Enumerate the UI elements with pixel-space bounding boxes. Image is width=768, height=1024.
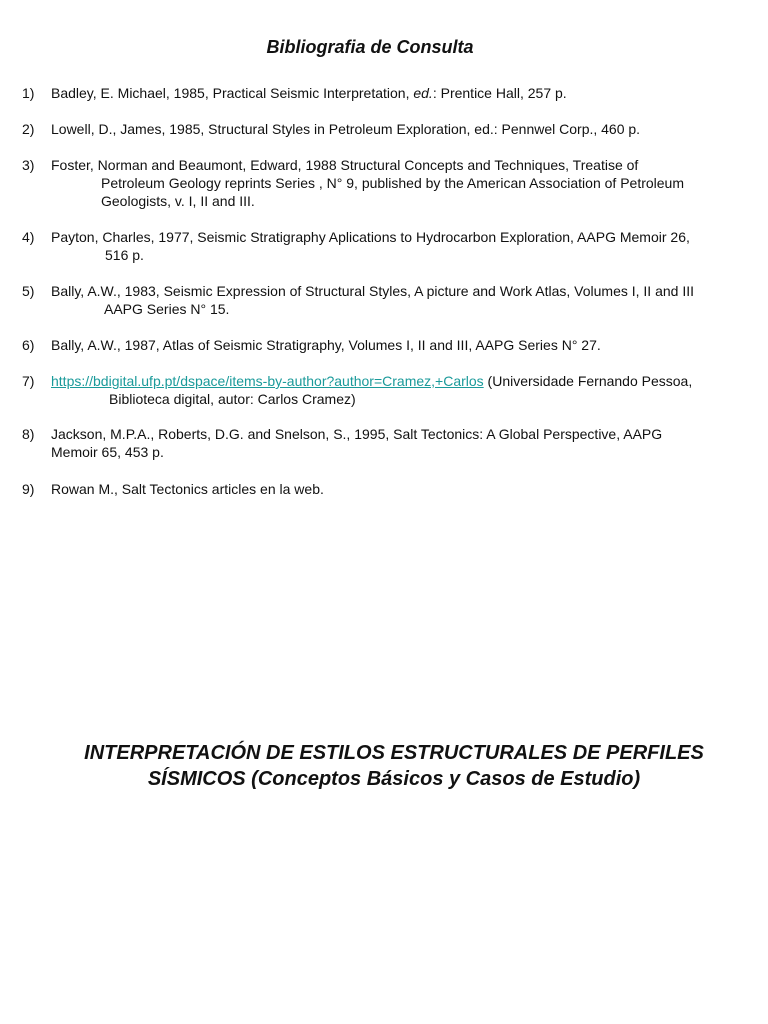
page-title: Bibliografia de Consulta (266, 37, 474, 57)
reference-line: 516 p. (105, 247, 144, 263)
reference-text (51, 282, 751, 318)
reference-italic-part: ed. (413, 85, 433, 101)
reference-text: Lowell, D., James, 1985, Structural Styles in Petroleum Exploration, ed.: Pennwel Corp., 460 p. (51, 121, 641, 137)
reference-text (51, 84, 751, 102)
reference-text: Bally, A.W., 1987, Atlas of Seismic Stratigraphy, Volumes I, II and III, AAPG Series N° 27. (51, 337, 601, 353)
document-main-title (30, 740, 758, 792)
reference-number: 6) (22, 337, 35, 353)
reference-text: Rowan M., Salt Tectonics articles en la web. (51, 481, 324, 497)
reference-line: Jackson, M.P.A., Roberts, D.G. and Snelson, S., 1995, Salt Tectonics: A Global Perspective, AAPG (51, 426, 663, 442)
reference-text (51, 372, 751, 408)
reference-text-part: Badley, E. Michael, 1985, Practical Seismic Interpretation, (51, 85, 414, 101)
reference-line: Petroleum Geology reprints Series , N° 9, published by the American Association of Petroleum (101, 175, 685, 191)
reference-number: 9) (22, 481, 35, 497)
main-title-line: SÍSMICOS (Conceptos Básicos y Casos de Estudio) (147, 768, 641, 790)
reference-text (51, 156, 751, 210)
reference-line: AAPG Series N° 15. (104, 301, 230, 317)
reference-text-part: : Prentice Hall, 257 p. (432, 85, 567, 101)
reference-line: Geologists, v. I, II and III. (101, 193, 255, 209)
reference-number: 2) (22, 121, 35, 137)
reference-line: Bally, A.W., 1983, Seismic Expression of Structural Styles, A picture and Work Atlas, Volumes I, II and III (51, 283, 694, 299)
reference-number: 5) (22, 283, 35, 299)
reference-number: 4) (22, 229, 35, 245)
reference-text (51, 228, 751, 264)
reference-number: 7) (22, 373, 35, 389)
digital-library-link[interactable]: https://bdigital.ufp.pt/dspace/items-by-author?author=Cramez,+Carlos (51, 373, 484, 389)
reference-line: Payton, Charles, 1977, Seismic Stratigraphy Aplications to Hydrocarbon Exploration, AAPG Memoir 26, (51, 229, 690, 245)
reference-number: 3) (22, 157, 35, 173)
main-title-line: INTERPRETACIÓN DE ESTILOS ESTRUCTURALES DE PERFILES (84, 742, 704, 764)
reference-line (51, 372, 751, 390)
reference-line: Foster, Norman and Beaumont, Edward, 1988 Structural Concepts and Techniques, Treatise of (51, 157, 639, 173)
reference-number: 1) (22, 85, 35, 101)
reference-text (51, 425, 751, 461)
reference-text-part: (Universidade Fernando Pessoa, (483, 373, 693, 389)
reference-line: Biblioteca digital, autor: Carlos Cramez) (109, 391, 356, 407)
reference-line: Memoir 65, 453 p. (51, 444, 164, 460)
reference-number: 8) (22, 426, 35, 442)
